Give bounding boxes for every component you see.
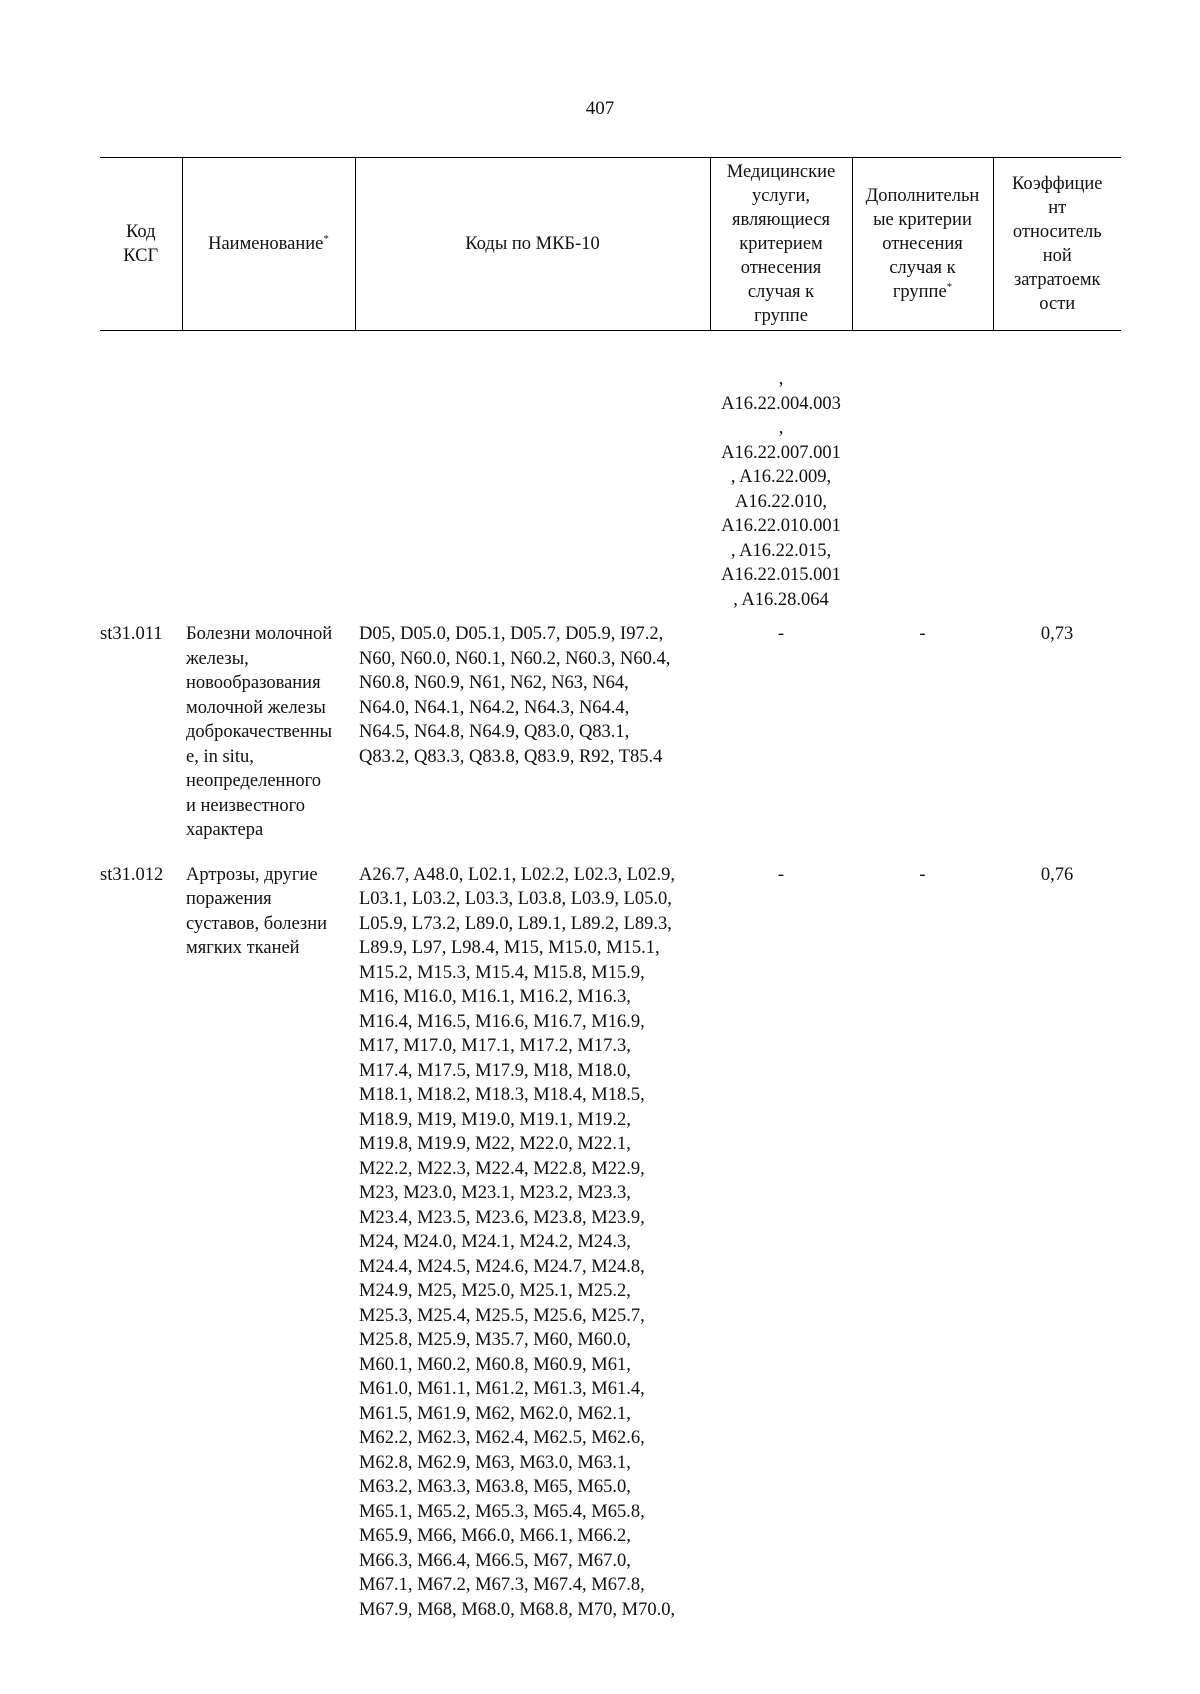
row-coefficient: 0,76 bbox=[1040, 864, 1074, 885]
header-name-asterisk: * bbox=[323, 232, 329, 245]
header-name: Наименование* bbox=[182, 158, 355, 331]
row-services: - bbox=[777, 864, 785, 885]
header-code: Код КСГ bbox=[100, 158, 182, 331]
row-icd-codes: D05, D05.0, D05.1, D05.7, D05.9, I97.2, N60, N60.0, N60.1, N60.2, N60.3, N60.4, N60.8, N60.9, N61, N62, N63, N64, N64.0, N64.1, N64.2, N64.3, N64.4, N64.5, N64.8, N64.9, Q83.0, Q83.1, Q83.2, Q83.3, Q83.8, Q83.9, R92, T85.4 bbox=[359, 624, 671, 767]
page-number: 407 bbox=[585, 98, 615, 119]
continuation-services: , A16.22.004.003 , A16.22.007.001 , A16.22.009, A16.22.010, A16.22.010.001 , A16.22.015, A16.22.015.001 , A16.28.064 bbox=[721, 369, 841, 610]
header-icd-codes: Коды по МКБ-10 bbox=[355, 158, 710, 331]
table-row bbox=[100, 863, 1121, 1623]
table-row bbox=[100, 622, 1121, 863]
row-additional: - bbox=[919, 624, 926, 644]
row-name: Артрозы, другие поражения суставов, болезни мягких тканей bbox=[186, 864, 327, 958]
row-coefficient: 0,73 bbox=[1040, 624, 1074, 644]
header-services: Медицинские услуги, являющиеся критерием отнесения случая к группе bbox=[710, 158, 852, 331]
row-name: Болезни молочной железы, новообразования молочной железы доброкачественны e, in situ, неопределенного и неизвестного характера bbox=[186, 624, 333, 840]
row-code: st31.012 bbox=[100, 864, 164, 885]
row-code: st31.011 bbox=[100, 624, 163, 644]
row-services: - bbox=[777, 624, 785, 644]
row-additional: - bbox=[919, 864, 926, 885]
ksg-table bbox=[100, 157, 1121, 1622]
header-additional-asterisk: * bbox=[946, 280, 953, 293]
table-header bbox=[100, 158, 1121, 331]
row-icd-codes: A26.7, A48.0, L02.1, L02.2, L02.3, L02.9, L03.1, L03.2, L03.3, L03.8, L03.9, L05.0, L05.9, L73.2, L89.0, L89.1, L89.2, L89.3, L89.9, L97, L98.4, M15, M15.0, M15.1, M15.2, M15.3, M15.4, M15.8, M15.9, M16, M16.0, M16.1, M16.2, M16.3, M16.4, M16.5, M16.6, M16.7, M16.9, M17, M17.0, M17.1, M17.2, M17.3, M17.4, M17.5, M17.9, M18, M18.0, M18.1, M18.2, M18.3, M18.4, M18.5, M18.9, M19, M19.0, M19.1, M19.2, M19.8, M19.9, M22, M22.0, M22.1, M22.2, M22.3, M22.4, M22.8, M22.9, M23, M23.0, M23.1, M23.2, M23.3, M23.4, M23.5, M23.6, M23.8, M23.9, M24, M24.0, M24.1, M24.2, M24.3, M24.4, M24.5, M24.6, M24.7, M24.8, M24.9, M25, M25.0, M25.1, M25.2, M25.3, M25.4, M25.5, M25.6, M25.7, M25.8, M25.9, M35.7, M60, M60.0, M60.1, M60.2, M60.8, M60.9, M61, M61.0, M61.1, M61.2, M61.3, M61.4, M61.5, M61.9, M62, M62.0, M62.1, M62.2, M62.3, M62.4, M62.5, M62.6, M62.8, M62.9, M63, M63.0, M63.1, M63.2, M63.3, M63.8, M65, M65.0, M65.1, M65.2, M65.3, M65.4, M65.8, M65.9, M66, M66.0, M66.1, M66.2, M66.3, M66.4, M66.5, M67, M67.0, M67.1, M67.2, M67.3, M67.4, M67.8, M67.9, M68, M68.0, M68.8, M70, M70.0, bbox=[359, 864, 676, 1620]
header-additional: Дополнительн ые критерии отнесения случая к группе* bbox=[852, 158, 993, 331]
continuation-row bbox=[100, 331, 1121, 623]
header-coefficient: Коэффицие нт относитель ной затратоемк ости bbox=[993, 158, 1121, 331]
